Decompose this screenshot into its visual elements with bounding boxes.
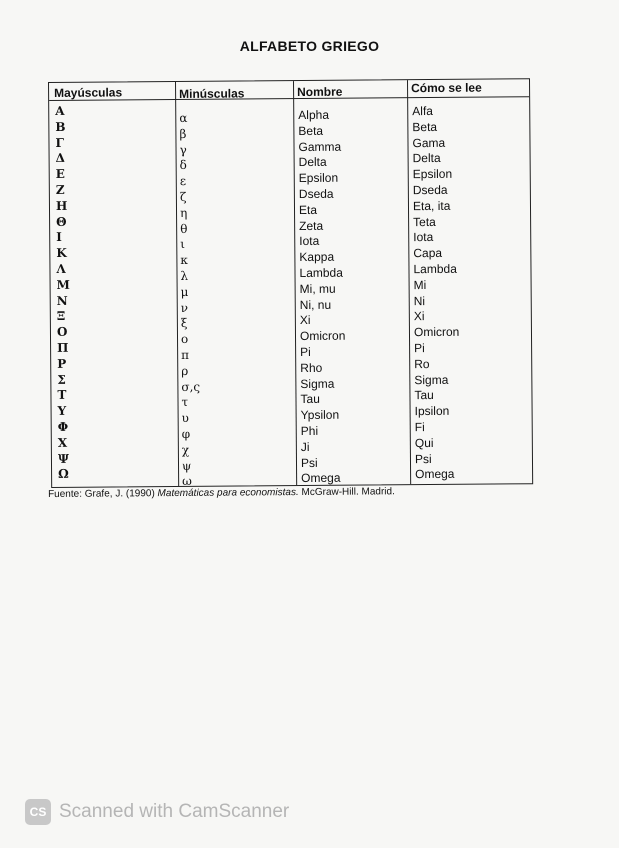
source-suffix: McGraw-Hill. Madrid. (298, 486, 395, 499)
letter-reading: Eta, ita (412, 198, 451, 213)
name-column (298, 108, 346, 487)
letter-name: Beta (298, 123, 324, 138)
lowercase-letter: υ (181, 411, 189, 426)
lowercase-letter: μ (180, 284, 189, 299)
uppercase-letter: Ι (56, 230, 62, 245)
letter-reading: Dseda (412, 182, 448, 198)
uppercase-letter: Ζ (55, 182, 65, 197)
lowercase-letter: ε (179, 174, 187, 189)
lowercase-letter: χ (181, 442, 190, 457)
lowercase-column (179, 111, 201, 490)
letter-reading: Beta (412, 119, 438, 134)
letter-name: Ni, nu (299, 297, 332, 312)
reading-column (412, 104, 460, 483)
uppercase-letter: Η (55, 198, 68, 213)
uppercase-letter: Φ (57, 419, 69, 434)
uppercase-letter: Μ (56, 277, 70, 292)
uppercase-letter: Θ (56, 214, 67, 229)
letter-reading: Ipsilon (414, 403, 450, 419)
letter-reading: Psi (414, 451, 432, 466)
letter-name: Phi (300, 423, 319, 438)
letter-name: Psi (300, 455, 318, 470)
letter-reading: Omicron (413, 324, 460, 340)
header-uppercase: Mayúsculas (54, 85, 123, 100)
source-prefix: Fuente: Grafe, J. (1990) (48, 488, 158, 500)
letter-name: Sigma (300, 376, 335, 391)
letter-reading: Sigma (414, 372, 449, 387)
letter-reading: Lambda (413, 261, 457, 277)
letter-reading: Xi (413, 309, 425, 324)
lowercase-letter: ω (182, 474, 192, 489)
uppercase-column (55, 104, 71, 483)
letter-name: Ji (300, 439, 310, 454)
lowercase-letter: γ (179, 142, 187, 157)
uppercase-letter: Ξ (56, 309, 66, 324)
letter-reading: Epsilon (412, 167, 453, 182)
lowercase-letter: ρ (181, 363, 189, 378)
lowercase-letter: ζ (179, 189, 187, 204)
column-divider-2 (293, 81, 297, 485)
letter-name: Kappa (299, 249, 335, 265)
letter-name: Dseda (298, 186, 334, 202)
lowercase-letter: ψ (181, 458, 192, 473)
uppercase-letter: Κ (56, 246, 67, 261)
header-lowercase: Minúsculas (179, 86, 245, 101)
letter-name: Gamma (298, 139, 342, 154)
lowercase-letter: τ (181, 395, 189, 410)
uppercase-letter: Α (55, 103, 65, 118)
lowercase-letter: ν (180, 300, 189, 315)
letter-reading: Delta (412, 151, 441, 166)
lowercase-letter: θ (180, 221, 188, 236)
uppercase-letter: Π (57, 340, 69, 355)
uppercase-letter: Υ (57, 404, 67, 419)
letter-reading: Teta (413, 214, 436, 229)
page-title: ALFABETO GRIEGO (239, 38, 380, 54)
letter-reading: Ro (414, 356, 430, 371)
lowercase-letter: η (179, 205, 188, 220)
letter-name: Omicron (299, 328, 346, 344)
letter-reading: Fi (414, 419, 425, 435)
lowercase-letter: π (181, 347, 190, 362)
lowercase-letter: α (179, 110, 188, 125)
source-book-title: Matemáticas para economistas. (157, 487, 299, 500)
uppercase-letter: Β (55, 119, 66, 134)
letter-reading: Qui (414, 435, 434, 450)
uppercase-letter: Ω (58, 467, 69, 482)
watermark-text: Scanned with CamScanner (59, 801, 290, 822)
uppercase-letter: Χ (57, 435, 68, 450)
lowercase-letter: ξ (180, 316, 188, 331)
letter-name: Delta (298, 155, 327, 170)
letter-name: Tau (300, 392, 320, 407)
header-name: Nombre (297, 84, 343, 100)
letter-name: Omega (301, 471, 341, 486)
letter-reading: Capa (413, 246, 443, 261)
lowercase-letter: β (179, 126, 187, 141)
letter-name: Rho (300, 360, 323, 375)
uppercase-letter: Τ (57, 388, 67, 403)
letter-reading: Mi (413, 277, 427, 292)
uppercase-letter: Σ (57, 372, 66, 387)
camscanner-watermark (25, 798, 289, 826)
lowercase-letter: δ (179, 158, 187, 173)
letter-reading: Iota (413, 230, 434, 245)
lowercase-letter: σ,ς (181, 379, 201, 394)
uppercase-letter: Ρ (57, 356, 67, 371)
uppercase-letter: Λ (56, 261, 66, 276)
letter-name: Alpha (298, 107, 330, 123)
uppercase-letter: Ο (56, 325, 68, 340)
uppercase-letter: Ν (56, 293, 68, 308)
letter-reading: Omega (415, 467, 455, 482)
letter-name: Epsilon (298, 170, 339, 186)
letter-reading: Gama (412, 135, 446, 150)
letter-reading: Ni (413, 293, 426, 308)
lowercase-letter: λ (180, 268, 189, 283)
uppercase-letter: Ε (55, 167, 65, 182)
letter-reading: Alfa (412, 103, 433, 119)
greek-alphabet-table (48, 78, 533, 488)
uppercase-letter: Δ (55, 151, 65, 166)
uppercase-letter: Ψ (57, 451, 69, 466)
lowercase-letter: ι (180, 237, 186, 252)
lowercase-letter: φ (181, 426, 191, 441)
lowercase-letter: κ (180, 253, 188, 268)
uppercase-letter: Γ (55, 135, 65, 150)
letter-name: Iota (299, 234, 320, 249)
source-note (48, 486, 395, 500)
lowercase-letter: ο (180, 332, 189, 347)
letter-name: Xi (299, 313, 311, 328)
column-divider-3 (407, 80, 411, 484)
letter-reading: Tau (414, 388, 434, 403)
header-reading: Cómo se lee (411, 80, 482, 96)
letter-name: Eta (298, 202, 318, 217)
letter-name: Mi, mu (299, 281, 336, 296)
letter-reading: Pi (414, 341, 425, 356)
letter-name: Pi (300, 344, 311, 359)
letter-name: Lambda (299, 265, 343, 280)
letter-name: Ypsilon (300, 407, 340, 423)
camscanner-logo-icon: CS (25, 799, 51, 825)
letter-name: Zeta (299, 218, 324, 233)
